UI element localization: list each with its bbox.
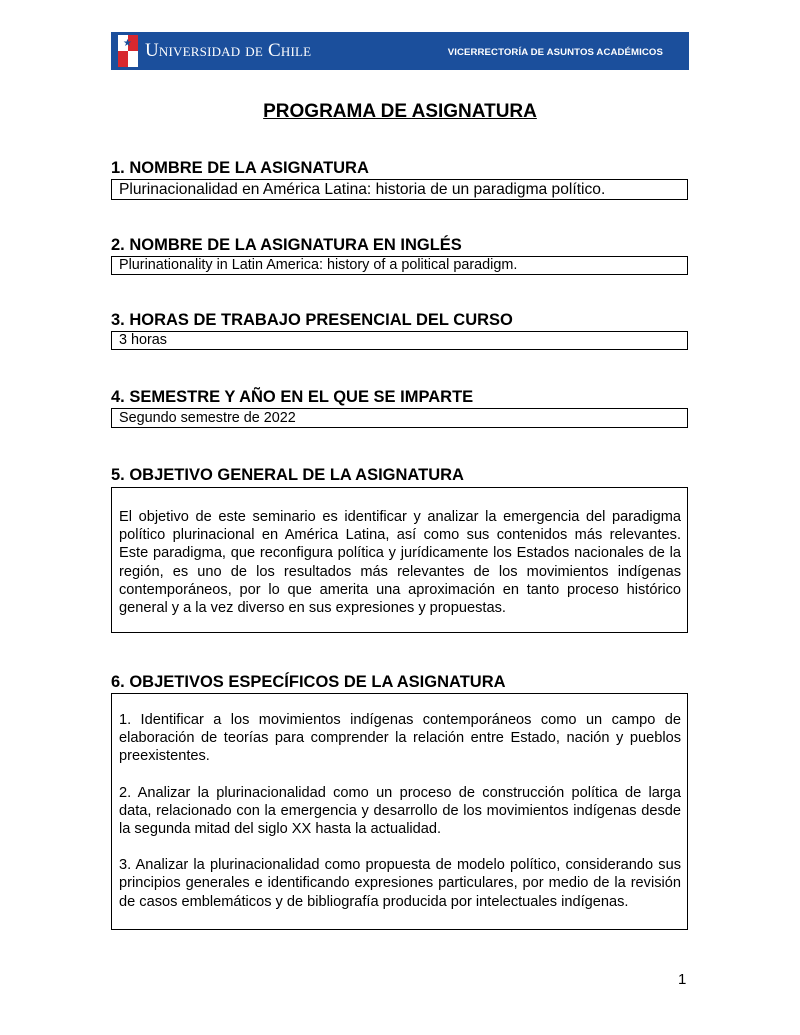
- header-banner: [111, 32, 689, 70]
- section-4-box: [111, 408, 688, 428]
- section-3-heading: 3. HORAS DE TRABAJO PRESENCIAL DEL CURSO: [111, 311, 513, 329]
- specific-objective-1: 1. Identificar a los movimientos indígenas contemporáneos como un campo de elaboración de teorías para comprender la relación entre Estado, nación y pueblos preexistentes.: [119, 712, 681, 765]
- section-6-heading: 6. OBJETIVOS ESPECÍFICOS DE LA ASIGNATURA: [111, 673, 506, 691]
- page-title: PROGRAMA DE ASIGNATURA: [263, 101, 537, 122]
- semester-value: Segundo semestre de 2022: [119, 410, 296, 426]
- section-1-box: [111, 179, 688, 200]
- section-5-heading: 5. OBJETIVO GENERAL DE LA ASIGNATURA: [111, 466, 464, 484]
- course-name-english-value: Plurinationality in Latin America: history of a political paradigm.: [119, 257, 518, 273]
- section-2-heading: 2. NOMBRE DE LA ASIGNATURA EN INGLÉS: [111, 236, 462, 254]
- specific-objective-2: 2. Analizar la plurinacionalidad como un proceso de construcción política de larga data, relacionado con la emergencia y desarrollo de los movimientos indígenas desde la segunda mitad del siglo XX hasta la actualidad.: [119, 784, 681, 838]
- course-name-value: Plurinacionalidad en América Latina: historia de un paradigma político.: [119, 181, 606, 198]
- specific-objective-3: 3. Analizar la plurinacionalidad como propuesta de modelo político, considerando sus principios generales e identificando expresiones particulares, por medio de la revisión de casos emblemáticos y de bibliografía producida por intelectuales indígenas.: [119, 857, 681, 910]
- page-number: 1: [678, 971, 687, 988]
- university-crest-icon: ★: [118, 35, 138, 67]
- section-3-box: [111, 331, 688, 350]
- general-objective-text: El objetivo de este seminario es identificar y analizar la emergencia del paradigma político plurinacional en América Latina, así como sus contenidos más relevantes. Este paradigma, que reconfigura política y jurídicamente los Estados nacionales de la región, es uno de los resultados más relevantes de los movimientos indígenas contemporáneos, por lo que amerita una aproximación en tanto proceso histórico general y a la vez diverso en sus expresiones y propuestas.: [119, 509, 681, 617]
- section-4-heading: 4. SEMESTRE Y AÑO EN EL QUE SE IMPARTE: [111, 388, 474, 406]
- section-5-box: [111, 487, 688, 633]
- section-6-box: [111, 693, 688, 930]
- section-2-box: [111, 256, 688, 275]
- section-1-heading: 1. NOMBRE DE LA ASIGNATURA: [111, 159, 369, 177]
- university-name: Universidad de Chile: [145, 40, 312, 61]
- hours-value: 3 horas: [119, 332, 167, 348]
- office-name: VICERRECTORÍA DE ASUNTOS ACADÉMICOS: [447, 47, 663, 58]
